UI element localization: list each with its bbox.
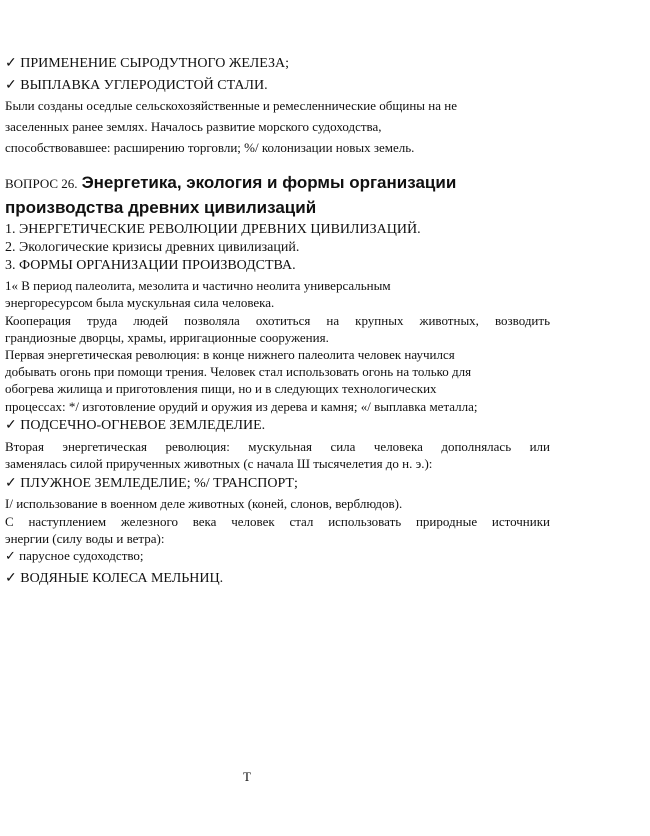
page-footer-mark: Т bbox=[243, 769, 251, 784]
paragraph-line: I/ использование в военном деле животных (коней, слонов, верблюдов). bbox=[5, 496, 403, 511]
section-1: 1. ЭНЕРГЕТИЧЕСКИЕ РЕВОЛЮЦИИ ДРЕВНИХ ЦИВИЛИЗАЦИЙ. bbox=[5, 222, 421, 237]
bullet-water-wheels: ✓ ВОДЯНЫЕ КОЛЕСА МЕЛЬНИЦ. bbox=[5, 571, 224, 586]
paragraph-line: энергии (силу воды и ветра): bbox=[5, 531, 165, 546]
paragraph-line: процессах: */ изготовление орудий и оружия из дерева и камня; «/ выплавка металла; bbox=[5, 399, 478, 414]
paragraph-line: способствовавшее: расширению торговли; %/ колонизации новых земель. bbox=[5, 140, 415, 155]
bullet-slash-burn: ✓ ПОДСЕЧНО-ОГНЕВОЕ ЗЕМЛЕДЕЛИЕ. bbox=[5, 418, 266, 433]
paragraph-line: заселенных ранее землях. Началось развитие морского судоходства, bbox=[5, 119, 382, 134]
question-title: Энергетика, экология и формы организации bbox=[81, 173, 457, 192]
bullet-sailing: ✓ парусное судоходство; bbox=[5, 548, 144, 563]
bullet-plough: ✓ ПЛУЖНОЕ ЗЕМЛЕДЕЛИЕ; %/ ТРАНСПОРТ; bbox=[5, 476, 298, 491]
paragraph-line: Вторая энергетическая революция: мускульная сила человека дополнялась или bbox=[5, 439, 550, 454]
paragraph-line: добывать огонь при помощи трения. Человек стал использовать огонь на только для bbox=[5, 364, 472, 379]
paragraph-line: Первая энергетическая революция: в конце нижнего палеолита человек научился bbox=[5, 347, 455, 362]
paragraph-line: энергоресурсом была мускульная сила человека. bbox=[5, 295, 275, 310]
paragraph-line: Были созданы оседлые сельскохозяйственные и ремесленнические общины на не bbox=[5, 98, 457, 113]
section-3: 3. ФОРМЫ ОРГАНИЗАЦИИ ПРОИЗВОДСТВА. bbox=[5, 258, 296, 273]
section-2: 2. Экологические кризисы древних цивилизаций. bbox=[5, 240, 300, 255]
paragraph-line: 1« В период палеолита, мезолита и частично неолита универсальным bbox=[5, 278, 391, 293]
question-title-cont: производства древних цивилизаций bbox=[5, 198, 317, 217]
bullet-iron: ✓ ПРИМЕНЕНИЕ СЫРОДУТНОГО ЖЕЛЕЗА; bbox=[5, 56, 289, 71]
paragraph-line: грандиозные дворцы, храмы, ирригационные сооружения. bbox=[5, 330, 329, 345]
paragraph-line: заменялась силой прирученных животных (с начала Ш тысячелетия до н. э.): bbox=[5, 456, 433, 471]
question-label: ВОПРОС 26. bbox=[5, 176, 78, 191]
paragraph-line: С наступлением железного века человек стал использовать природные источники bbox=[5, 514, 550, 529]
paragraph-line: Кооперация труда людей позволяла охотиться на крупных животных, возводить bbox=[5, 313, 550, 328]
question-heading bbox=[5, 173, 456, 193]
bullet-steel: ✓ ВЫПЛАВКА УГЛЕРОДИСТОЙ СТАЛИ. bbox=[5, 78, 268, 93]
paragraph-line: обогрева жилища и приготовления пищи, но и в следующих технологических bbox=[5, 381, 437, 396]
